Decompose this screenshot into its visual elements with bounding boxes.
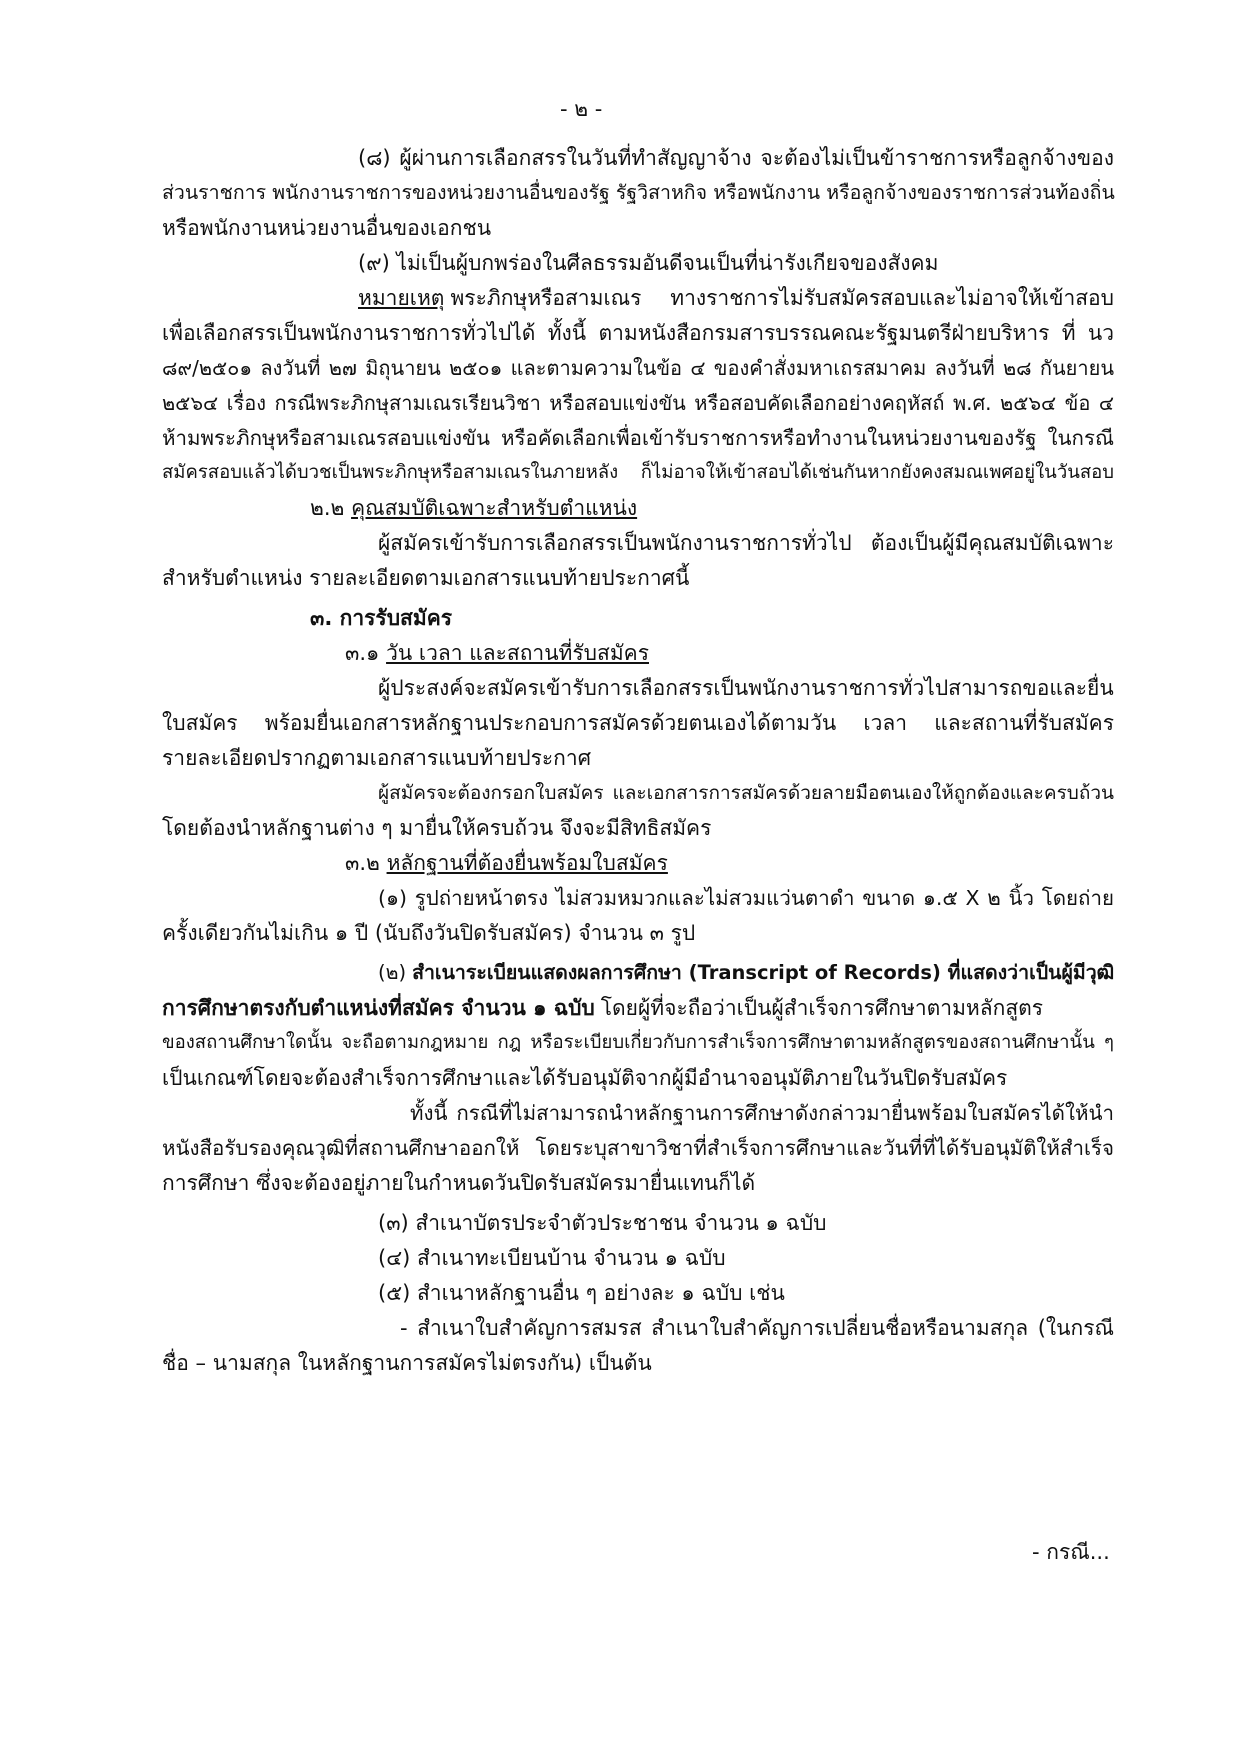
paragraph-line: หนังสือรับรองคุณวุฒิที่สถานศึกษาออกให้ โดยระบุสาขาวิชาที่สำเร็จการศึกษาและวันที่ที่ได้รับอนุมัติให้สำเร็จ	[162, 1136, 1114, 1160]
paragraph-line: ผู้สมัครเข้ารับการเลือกสรรเป็นพนักงานราชการทั่วไป ต้องเป็นผู้มีคุณสมบัติเฉพาะ	[378, 531, 1114, 555]
section-title: วัน เวลา และสถานที่รับสมัคร	[386, 641, 649, 665]
note-label: หมายเหตุ	[358, 286, 445, 310]
paragraph-line: ผู้สมัครจะต้องกรอกใบสมัคร และเอกสารการสมัครด้วยลายมือตนเองให้ถูกต้องและครบถ้วน	[378, 782, 1114, 804]
page-number: - ๒ -	[560, 97, 603, 121]
paragraph-line: (๑) รูปถ่ายหน้าตรง ไม่สวมหมวกและไม่สวมแว่นตาดำ ขนาด ๑.๕ X ๒ นิ้ว โดยถ่าย	[378, 886, 1114, 910]
paragraph-line: (๔) สำเนาทะเบียนบ้าน จำนวน ๑ ฉบับ	[378, 1246, 726, 1270]
section-heading-3-2	[345, 846, 668, 880]
section-number: ๒.๒	[310, 496, 345, 520]
section-number: ๓.๑	[345, 641, 380, 665]
section-heading-3: ๓. การรับสมัคร	[310, 606, 453, 630]
section-number: ๓.๒	[345, 851, 380, 875]
paragraph-line: ห้ามพระภิกษุหรือสามเณรสอบแข่งขัน หรือคัดเลือกเพื่อเข้ารับราชการหรือทำงานในหน่วยงานของรัฐ ในกรณี	[162, 426, 1114, 450]
paragraph-line: เป็นเกณฑ์โดยจะต้องสำเร็จการศึกษาและได้รับอนุมัติจากผู้มีอำนาจอนุมัติภายในวันปิดรับสมัคร	[162, 1066, 1008, 1090]
note-text: พระภิกษุหรือสามเณร ทางราชการไม่รับสมัครสอบและไม่อาจให้เข้าสอบ	[450, 286, 1114, 310]
section-heading-3-1	[345, 636, 649, 670]
paragraph-line: สมัครสอบแล้วได้บวชเป็นพระภิกษุหรือสามเณรในภายหลัง ก็ไม่อาจให้เข้าสอบได้เช่นกันหากยังคงสมณเพศอยู่ในวันสอบ	[162, 462, 1114, 483]
paragraph-line: ทั้งนี้ กรณีที่ไม่สามารถนำหลักฐานการศึกษาดังกล่าวมายื่นพร้อมใบสมัครได้ให้นำ	[410, 1101, 1114, 1125]
paragraph-line: - สำเนาใบสำคัญการสมรส สำเนาใบสำคัญการเปลี่ยนชื่อหรือนามสกุล (ในกรณี	[400, 1316, 1114, 1340]
section-title: หลักฐานที่ต้องยื่นพร้อมใบสมัคร	[386, 851, 668, 875]
paragraph-line: (๕) สำเนาหลักฐานอื่น ๆ อย่างละ ๑ ฉบับ เช่น	[378, 1281, 785, 1305]
paragraph-line: การศึกษา ซึ่งจะต้องอยู่ภายในกำหนดวันปิดรับสมัครมายื่นแทนก็ได้	[162, 1171, 756, 1195]
paragraph-line: โดยต้องนำหลักฐานต่าง ๆ มายื่นให้ครบถ้วน จึงจะมีสิทธิสมัคร	[162, 816, 712, 840]
paragraph-line: ส่วนราชการ พนักงานราชการของหน่วยงานอื่นของรัฐ รัฐวิสาหกิจ หรือพนักงาน หรือลูกจ้างของราชการส่วนท้องถิ่น	[162, 181, 1115, 204]
transcript-line	[378, 956, 1114, 990]
paragraph-line: (๘) ผู้ผ่านการเลือกสรรในวันที่ทำสัญญาจ้าง จะต้องไม่เป็นข้าราชการหรือลูกจ้างของ	[358, 146, 1114, 170]
note-line	[358, 281, 1114, 315]
transcript-bold-text: สำเนาระเบียนแสดงผลการศึกษา (Transcript of Records) ที่แสดงว่าเป็นผู้มีวุฒิ	[412, 961, 1115, 984]
section-title: คุณสมบัติเฉพาะสำหรับตำแหน่ง	[351, 496, 638, 520]
paragraph-line: ใบสมัคร พร้อมยื่นเอกสารหลักฐานประกอบการสมัครด้วยตนเองได้ตามวัน เวลา และสถานที่รับสมัคร	[162, 711, 1114, 735]
paragraph-line: ครั้งเดียวกันไม่เกิน ๑ ปี (นับถึงวันปิดรับสมัคร) จำนวน ๓ รูป	[162, 921, 696, 945]
item-number: (๒)	[378, 961, 407, 984]
section-heading-2-2	[310, 491, 637, 525]
paragraph-line: (๙) ไม่เป็นผู้บกพร่องในศีลธรรมอันดีจนเป็นที่น่ารังเกียจของสังคม	[358, 251, 939, 275]
transcript-line	[162, 991, 1114, 1025]
paragraph-line: เพื่อเลือกสรรเป็นพนักงานราชการทั่วไปได้ ทั้งนี้ ตามหนังสือกรมสารบรรณคณะรัฐมนตรีฝ่ายบริหาร ที่ นว	[162, 321, 1114, 345]
paragraph-line: ๘๙/๒๕๐๑ ลงวันที่ ๒๗ มิถุนายน ๒๕๐๑ และตามความในข้อ ๔ ของคำสั่งมหาเถรสมาคม ลงวันที่ ๒๘ กันยายน	[162, 356, 1114, 380]
paragraph-line: สำหรับตำแหน่ง รายละเอียดตามเอกสารแนบท้ายประกาศนี้	[162, 566, 690, 590]
paragraph-line: หรือพนักงานหน่วยงานอื่นของเอกชน	[162, 216, 492, 240]
transcript-bold-text: การศึกษาตรงกับตำแหน่งที่สมัคร จำนวน ๑ ฉบับ	[162, 996, 595, 1020]
paragraph-line: ๒๕๖๔ เรื่อง กรณีพระภิกษุสามเณรเรียนวิชา หรือสอบแข่งขัน หรือสอบคัดเลือกอย่างคฤหัสถ์ พ.ศ. ๒๕๖๔ ข้อ ๔	[162, 391, 1114, 415]
paragraph-line: (๓) สำเนาบัตรประจำตัวประชาชน จำนวน ๑ ฉบับ	[378, 1211, 827, 1235]
continuation-marker: - กรณี...	[1032, 1540, 1110, 1564]
paragraph-line: ชื่อ – นามสกุล ในหลักฐานการสมัครไม่ตรงกัน) เป็นต้น	[162, 1351, 652, 1375]
paragraph-line: ของสถานศึกษาใดนั้น จะถือตามกฎหมาย กฎ หรือระเบียบเกี่ยวกับการสำเร็จการศึกษาตามหลักสูตรของสถานศึกษานั้น ๆ	[162, 1032, 1114, 1053]
paragraph-text: โดยผู้ที่จะถือว่าเป็นผู้สำเร็จการศึกษาตามหลักสูตร	[600, 996, 1044, 1020]
paragraph-line: รายละเอียดปรากฏตามเอกสารแนบท้ายประกาศ	[162, 746, 592, 770]
paragraph-line: ผู้ประสงค์จะสมัครเข้ารับการเลือกสรรเป็นพนักงานราชการทั่วไปสามารถขอและยื่น	[378, 676, 1114, 700]
